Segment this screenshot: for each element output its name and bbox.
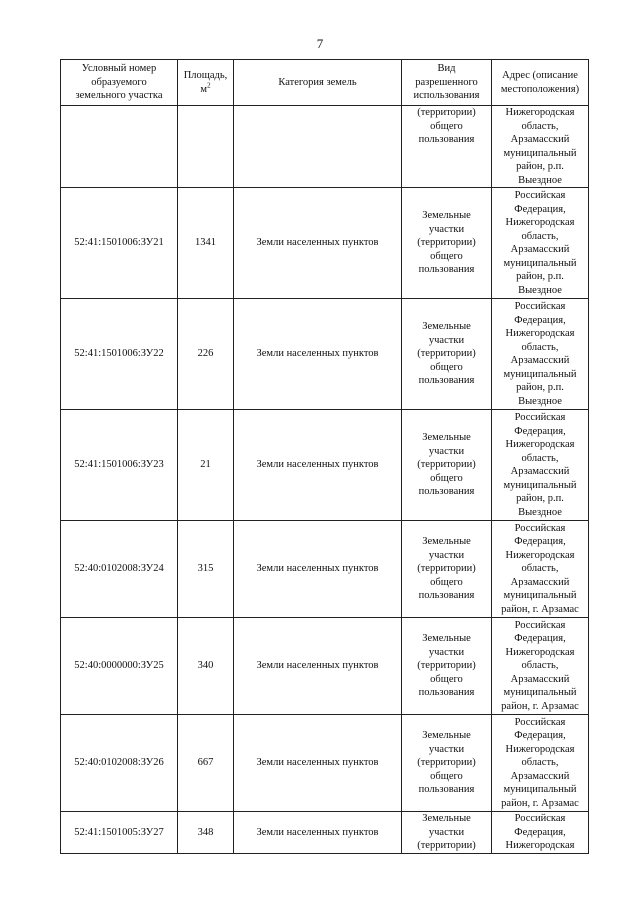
cell-plot-number: 52:41:1501006:ЗУ23 [61,410,178,521]
cell-plot-number: 52:40:0102008:ЗУ26 [61,715,178,812]
cell-area: 21 [178,410,234,521]
cell-permitted-use: Земельные участки (территории) общего пользования [402,410,492,521]
cell-area: 1341 [178,188,234,299]
cell-address: Нижегородская область, Арзамасский муниципальный район, р.п. Выездное [492,106,589,188]
cell-land-category [234,106,402,188]
cell-area [178,106,234,188]
cell-permitted-use: Земельные участки (территории) общего пользования [402,715,492,812]
table-row [61,188,589,299]
cell-area: 315 [178,521,234,618]
header-area-label: Площадь, м [183,70,228,95]
cell-address: Российская Федерация, Нижегородская область, Арзамасский муниципальный район, р.п. Выездное [492,410,589,521]
table-row [61,299,589,410]
cell-address: Российская Федерация, Нижегородская [492,812,589,854]
cell-land-category: Земли населенных пунктов [234,410,402,521]
table-row [61,106,589,188]
cell-area: 226 [178,299,234,410]
cell-land-category: Земли населенных пунктов [234,188,402,299]
table-row [61,410,589,521]
cell-address: Российская Федерация, Нижегородская область, Арзамасский муниципальный район, г. Арзамас [492,715,589,812]
header-address: Адрес (описание местоположения) [492,60,589,106]
cell-plot-number: 52:40:0102008:ЗУ24 [61,521,178,618]
cell-plot-number: 52:40:0000000:ЗУ25 [61,618,178,715]
cell-permitted-use: Земельные участки (территории) общего пользования [402,618,492,715]
cell-plot-number [61,106,178,188]
header-plot-number: Условный номер образуемого земельного участка [61,60,178,106]
cell-address: Российская Федерация, Нижегородская область, Арзамасский муниципальный район, р.п. Выездное [492,299,589,410]
land-plots-table [60,59,589,854]
header-land-category: Категория земель [234,60,402,106]
cell-permitted-use: Земельные участки (территории) [402,812,492,854]
cell-area: 348 [178,812,234,854]
table-row [61,618,589,715]
cell-land-category: Земли населенных пунктов [234,715,402,812]
cell-permitted-use: Земельные участки (территории) общего пользования [402,521,492,618]
table-row [61,715,589,812]
cell-permitted-use: (территории) общего пользования [402,106,492,188]
cell-area: 340 [178,618,234,715]
header-area [178,60,234,106]
cell-plot-number: 52:41:1501006:ЗУ21 [61,188,178,299]
table-row [61,812,589,854]
cell-land-category: Земли населенных пунктов [234,521,402,618]
cell-address: Российская Федерация, Нижегородская область, Арзамасский муниципальный район, г. Арзамас [492,618,589,715]
page-number: 7 [316,36,324,51]
cell-address: Российская Федерация, Нижегородская область, Арзамасский муниципальный район, г. Арзамас [492,521,589,618]
cell-area: 667 [178,715,234,812]
cell-plot-number: 52:41:1501005:ЗУ27 [61,812,178,854]
cell-permitted-use: Земельные участки (территории) общего пользования [402,188,492,299]
table-header-row [61,60,589,106]
header-area-superscript: 2 [207,81,211,89]
header-permitted-use: Вид разрешенного использования [402,60,492,106]
cell-land-category: Земли населенных пунктов [234,299,402,410]
cell-permitted-use: Земельные участки (территории) общего пользования [402,299,492,410]
cell-address: Российская Федерация, Нижегородская область, Арзамасский муниципальный район, р.п. Выездное [492,188,589,299]
cell-land-category: Земли населенных пунктов [234,812,402,854]
table-row [61,521,589,618]
cell-land-category: Земли населенных пунктов [234,618,402,715]
cell-plot-number: 52:41:1501006:ЗУ22 [61,299,178,410]
